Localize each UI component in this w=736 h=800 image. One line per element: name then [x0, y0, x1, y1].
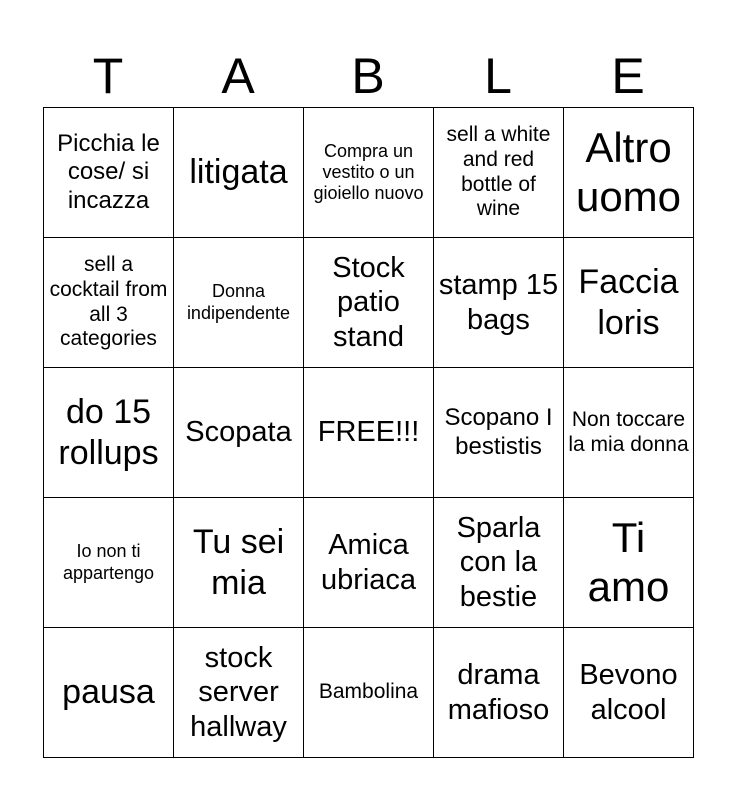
- bingo-cell[interactable]: Non toccare la mia donna: [564, 368, 694, 498]
- bingo-cell[interactable]: Scopata: [174, 368, 304, 498]
- bingo-cell[interactable]: Donna indipendente: [174, 238, 304, 368]
- bingo-cell[interactable]: stock server hallway: [174, 628, 304, 758]
- bingo-cell[interactable]: Ti amo: [564, 498, 694, 628]
- grid-row: [44, 498, 694, 628]
- bingo-cell[interactable]: Faccia loris: [564, 238, 694, 368]
- bingo-cell-free[interactable]: FREE!!!: [304, 368, 434, 498]
- bingo-cell[interactable]: Compra un vestito o un gioiello nuovo: [304, 108, 434, 238]
- bingo-cell[interactable]: Scopano I bestistis: [434, 368, 564, 498]
- bingo-cell[interactable]: litigata: [174, 108, 304, 238]
- grid-row: [44, 628, 694, 758]
- bingo-cell[interactable]: Stock patio stand: [304, 238, 434, 368]
- header-letter-t: T: [92, 48, 124, 104]
- header-letter-b: B: [351, 48, 385, 104]
- bingo-cell[interactable]: Altro uomo: [564, 108, 694, 238]
- bingo-header: [43, 44, 693, 108]
- bingo-cell[interactable]: sell a cocktail from all 3 categories: [44, 238, 174, 368]
- grid-row: [44, 108, 694, 238]
- bingo-grid: [43, 107, 694, 758]
- bingo-cell[interactable]: drama mafioso: [434, 628, 564, 758]
- header-letter-e: E: [611, 48, 645, 104]
- bingo-cell[interactable]: do 15 rollups: [44, 368, 174, 498]
- bingo-cell[interactable]: Sparla con la bestie: [434, 498, 564, 628]
- bingo-cell[interactable]: Picchia le cose/ si incazza: [44, 108, 174, 238]
- bingo-cell[interactable]: sell a white and red bottle of wine: [434, 108, 564, 238]
- header-letter-a: A: [221, 48, 255, 104]
- grid-row: [44, 238, 694, 368]
- bingo-cell[interactable]: Tu sei mia: [174, 498, 304, 628]
- header-letter-l: L: [484, 48, 512, 104]
- bingo-cell[interactable]: Bambolina: [304, 628, 434, 758]
- grid-row: [44, 368, 694, 498]
- bingo-cell[interactable]: stamp 15 bags: [434, 238, 564, 368]
- bingo-cell[interactable]: Amica ubriaca: [304, 498, 434, 628]
- bingo-cell[interactable]: Bevono alcool: [564, 628, 694, 758]
- bingo-cell[interactable]: pausa: [44, 628, 174, 758]
- bingo-cell[interactable]: Io non ti appartengo: [44, 498, 174, 628]
